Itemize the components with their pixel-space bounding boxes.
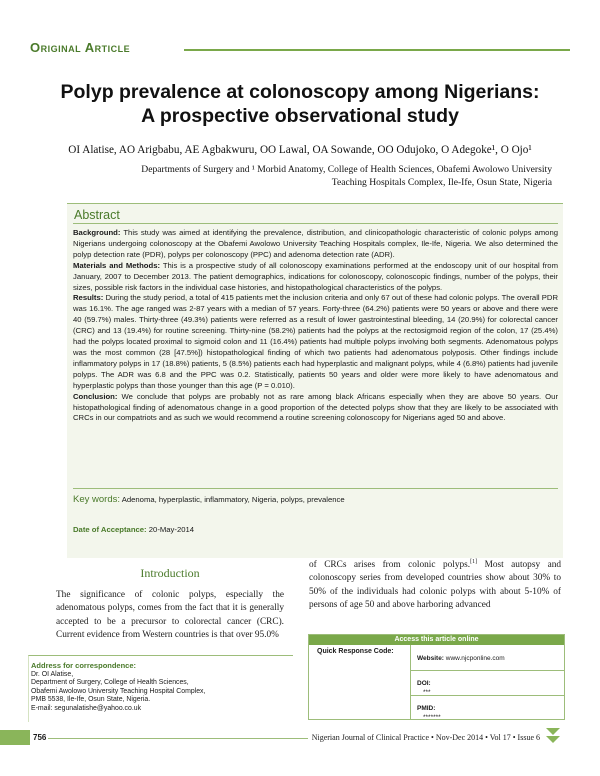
abstract-conclusion (73, 392, 558, 425)
section-label: Original Article (30, 40, 131, 55)
introduction-paragraph: The significance of colonic polyps, especially the adenomatous polyps, comes from the fact that it is generally accepted to be a precursor to colorectal cancer (CRC). Current evidence from Western countries is that over 95.0% (56, 590, 284, 640)
correspondence-line: Obafemi Awolowo University Teaching Hospital Complex, (31, 687, 206, 695)
affiliation: Departments of Surgery and ¹ Morbid Anatomy, College of Health Sciences, Obafemi Awolowo University Teaching Hospitals Complex, Ile-Ife, Osun State, Nigeria (141, 164, 552, 188)
introduction-text (56, 589, 284, 642)
correspondence-line: Department of Surgery, College of Health Sciences, (31, 679, 189, 687)
correspondence-line: Dr. OI Alatise, (31, 671, 74, 678)
methods-text: This is a prospective study of all colonoscopy examinations performed at the endoscopy unit of our hospital from January, 2007 to December 2013. The patient demographics, indications for colonoscopy, colonoscopic findings, number of the polyps, their sizes, possible risk factors in the individual case histories, and histopathological characteristics of the polyps. (73, 260, 558, 292)
keywords-label: Key words: (73, 494, 120, 505)
doi-value: *** (423, 689, 431, 696)
results-text: During the study period, a total of 415 patients met the inclusion criteria and only 67 out of these had colonic polyps. The overall PDR was 16.1%. The age ranged was 2-87 years with a median of 57 years. Forty-three (64.2%) patients were 50 years or above and there were 40 (59.7%) males. Thirty-three (49.3%) patients were referred as a result of lower gastrointestinal bleeding, 14 (20.9%) for colorectal cancer (CRC) and 13 (19.4%) for routine screening. Thirty-nine (58.2%) patients had the polyps at the rectosigmoid region of the colon, 17 (25.4%) had the polyps located proximal to sigmoid colon and 11 (16.4%) patients had multiple polyps involving both segments. Adenomatous polyps was the most common (28 [47.5%]) histopathological finding of which two patients had adenomatous polyposis. Other findings include inflammatory polyps in 17 (18.8%) patients, 5 (8.5%) patients each had hyperplastic and malignant polyps, while 4 (6.8%) patients had juvenile polyps. The ADR was 6.8 and the PPC was 0.2. Statistically, patients 50 years and older were more likely to have adenomatous and hyperplastic polyps than those younger than this age (P = 0.010). (73, 293, 558, 390)
website-label: Website: (417, 655, 444, 662)
website-row (411, 646, 564, 671)
right-text-start: of CRCs arises from colonic polyps. (309, 560, 471, 571)
keywords (73, 494, 558, 505)
footer-accent-bar (0, 730, 30, 745)
doi-row (411, 671, 564, 696)
right-column-paragraph (309, 556, 561, 612)
website-link[interactable]: www.njcponline.com (445, 655, 505, 662)
background-label: Background: (73, 228, 121, 237)
conclusion-label: Conclusion: (73, 391, 118, 401)
title-line-2: A prospective observational study (141, 105, 459, 127)
correspondence-body (31, 671, 205, 713)
keywords-text: Adenoma, hyperplastic, inflammatory, Nigeria, polyps, prevalence (121, 495, 345, 504)
correspondence-line: PMB 5538, Ile-Ife, Osun State, Nigeria. (31, 696, 151, 704)
reference-1[interactable]: [1] (470, 559, 478, 565)
qr-code-label: Quick Response Code: (317, 648, 394, 655)
acceptance-value: 20-May-2014 (148, 525, 195, 534)
section-rule (184, 49, 570, 51)
acceptance-label: Date of Acceptance: (73, 525, 147, 534)
pmid-value: ******* (423, 714, 441, 721)
methods-label: Materials and Methods: (73, 260, 161, 270)
title-line-1: Polyp prevalence at colonoscopy among Nigerians: (60, 81, 540, 103)
correspondence-email[interactable]: E-mail: segunalatishe@yahoo.co.uk (31, 704, 142, 712)
keywords-rule (73, 488, 558, 489)
correspondence-heading: Address for correspondence: (31, 661, 137, 670)
doi-label: DOI: (417, 680, 431, 687)
chevron-down-icon (546, 728, 560, 735)
abstract-rule (73, 223, 558, 224)
background-text: This study was aimed at identifying the prevalence, distribution, and clinicopathologic characteristic of colonic polyps among Nigerians undergoing colonoscopy at the Obafemi Awolowo University Teaching Hospitals complex, Ile-Ife, Nigeria. We also determined the polyp detection rate (PDR), polyps per colonoscopy (PPC) and adenoma detection rate (ADR). (73, 228, 559, 259)
introduction-heading: Introduction (140, 566, 200, 580)
access-header: Access this article online (309, 635, 564, 645)
results-label: Results: (73, 293, 104, 303)
footer-journal-info: Nigerian Journal of Clinical Practice • Nov-Dec 2014 • Vol 17 • Issue 6 (308, 730, 540, 745)
abstract-results (73, 293, 558, 391)
right-column-text (309, 556, 561, 612)
article-title (30, 80, 570, 128)
abstract-heading: Abstract (74, 208, 120, 222)
author-list: OI Alatise, AO Arigbabu, AE Agbakwuru, OO Lawal, OA Sowande, OO Odujoko, O Adegoke¹, O Ojo¹ (68, 144, 532, 156)
page-number: 756 (33, 733, 47, 742)
abstract-body (73, 228, 558, 424)
chevron-down-icon-2 (546, 736, 560, 743)
acceptance-date (73, 525, 194, 534)
right-text-rest: Most autopsy and colonoscopy series from developed countries show about 30% to 50% of the individuals had colonic polyps with about 5-10% of persons of age 50 and above harboring advanced (309, 560, 561, 610)
pmid-label: PMID: (417, 705, 436, 712)
pmid-row (411, 696, 564, 720)
abstract-methods (73, 261, 558, 294)
abstract-background (73, 228, 558, 261)
conclusion-text: We conclude that polyps are probably not as rare among black Africans especially when they are above 50 years. Our histopathological finding of adenomatous change in a good proportion of the detected polyps show that they are likely to be associated with CRCs in our compatriots and as such we would recommend a routine screening colonoscopy for Nigerians aged 50 and above. (73, 391, 558, 423)
access-online-box (308, 634, 565, 720)
